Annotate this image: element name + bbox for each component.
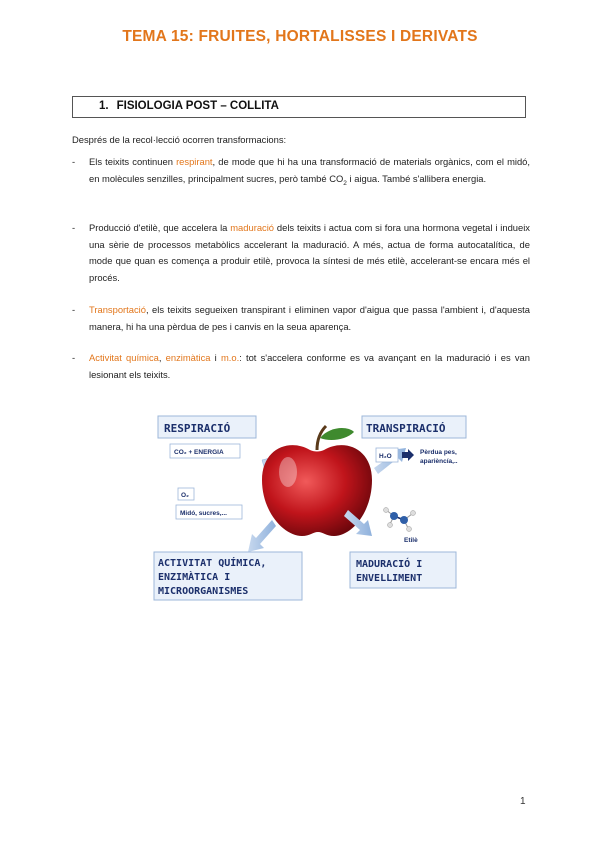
h2o-label: H₂O (379, 453, 392, 460)
section-heading (72, 96, 526, 118)
highlight-transportacio: Transportació (89, 304, 146, 315)
bullet-text: Producció d'etilè, que accelera la (89, 222, 231, 233)
ethylene-molecule-icon (384, 508, 416, 532)
bullet-text: , els teixits segueixen transpirant i eliminen vapor d'aigua que passa l'ambient i, d'aquesta manera, hi ha una pèrdua de pes i canvis en la seua aparença. (89, 304, 530, 332)
section-label: FISIOLOGIA POST – COLLITA (116, 100, 279, 112)
o2-label: O₂ (181, 492, 189, 499)
activitat-label-2: ENZIMÀTICA I (158, 572, 231, 583)
highlight-maduracio: maduració (230, 222, 275, 233)
bullet-dash: - (72, 222, 76, 233)
bullet-respiration (72, 154, 530, 192)
intro-text: Després de la recol·lecció ocorren transformacions: (72, 134, 287, 145)
highlight-mo: m.o. (220, 352, 240, 363)
perdua-label-2: aparièncía,.. (420, 458, 458, 465)
page-title: TEMA 15: FRUITES, HORTALISSES I DERIVATS (122, 28, 478, 45)
bullet-dash: - (72, 304, 76, 315)
bullet-transportacio (72, 302, 530, 335)
respiracio-label: RESPIRACIÓ (164, 422, 231, 435)
bullet-activitat (72, 350, 530, 383)
maduracio-label-2: ENVELLIMENT (356, 573, 423, 584)
maduracio-label-1: MADURACIÓ I (356, 559, 423, 570)
activitat-arrow (248, 520, 276, 552)
section-number: 1. (99, 100, 109, 112)
highlight-activitat: Activitat química (89, 352, 159, 363)
activitat-label-3: MICROORGANISMES (158, 586, 249, 597)
bullet-text: , de mode que hi ha una transformació de materials orgànics, com el midó, en molècules senzilles, principalment sucres, però també CO (89, 156, 531, 184)
mido-label: Midó, sucres,... (180, 510, 227, 517)
bullet-text: i (210, 352, 221, 363)
bullet-text: dels teixits i actua com si fora una hormona vegetal i indueix una sèrie de processos metabòlics accelerant la maduració. A més, actua de forma autocatalítica, de mode que quan es comença a produir etilè, provoca la síntesi de més etilè, accelerant-se encara més el procés. (89, 222, 530, 283)
page-number: 1 (520, 796, 526, 807)
bullet-text: , (158, 352, 166, 363)
highlight-enzimatica: enzimàtica (165, 352, 211, 363)
subscript: 2 (343, 179, 347, 187)
activitat-label-1: ACTIVITAT QUÍMICA, (158, 558, 267, 569)
bullet-text: : tot s'accelera conforme es va avançant en la maduració i es van lesionant els teixits. (89, 352, 530, 380)
bullet-text: i aigua. També s'allibera energia. (346, 172, 487, 184)
bullet-dash: - (72, 156, 76, 167)
highlight-respirant: respirant (176, 156, 213, 167)
bullet-ethylene (72, 220, 530, 286)
perdua-label-1: Pèrdua pes, (420, 449, 457, 456)
transpiracio-label: TRANSPIRACIÓ (366, 422, 446, 435)
co2-energia-label: CO₂ + ENERGIA (174, 449, 224, 456)
bullet-dash: - (72, 352, 76, 363)
bullet-text: Els teixits continuen (89, 156, 177, 167)
etile-label: Etilè (404, 537, 418, 544)
postharvest-diagram (150, 408, 470, 608)
